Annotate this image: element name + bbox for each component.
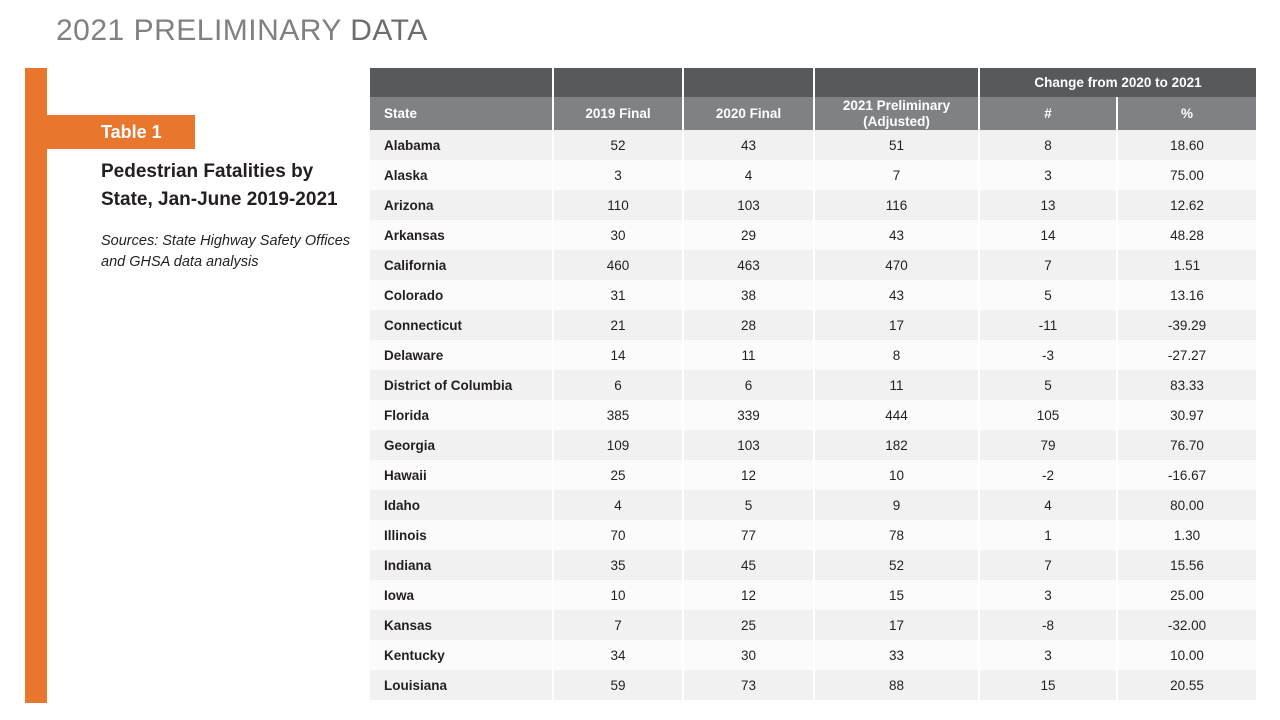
cell-2021-preliminary: 52	[814, 550, 979, 580]
cell-2021-preliminary: 7	[814, 160, 979, 190]
cell-2019-final: 10	[553, 580, 683, 610]
cell-state: Florida	[370, 400, 553, 430]
cell-change-percent: 18.60	[1117, 130, 1256, 160]
cell-2021-preliminary: 33	[814, 640, 979, 670]
table-row	[370, 670, 1256, 700]
cell-state: Kansas	[370, 610, 553, 640]
cell-state: Iowa	[370, 580, 553, 610]
cell-change-number: 1	[979, 520, 1117, 550]
cell-2019-final: 35	[553, 550, 683, 580]
header-state: State	[370, 97, 553, 130]
header-2020-final: 2020 Final	[683, 97, 814, 130]
cell-change-percent: 13.16	[1117, 280, 1256, 310]
cell-2020-final: 25	[683, 610, 814, 640]
pedestrian-fatalities-table	[370, 68, 1256, 700]
cell-change-percent: 80.00	[1117, 490, 1256, 520]
cell-change-percent: -39.29	[1117, 310, 1256, 340]
cell-2019-final: 110	[553, 190, 683, 220]
cell-2021-preliminary: 10	[814, 460, 979, 490]
table-row	[370, 430, 1256, 460]
cell-change-percent: 48.28	[1117, 220, 1256, 250]
cell-change-percent: 1.30	[1117, 520, 1256, 550]
cell-state: Louisiana	[370, 670, 553, 700]
cell-2021-preliminary: 470	[814, 250, 979, 280]
cell-change-number: 5	[979, 280, 1117, 310]
header-spacer-2019	[553, 68, 683, 97]
cell-change-number: 3	[979, 640, 1117, 670]
cell-2020-final: 6	[683, 370, 814, 400]
cell-state: Indiana	[370, 550, 553, 580]
cell-2020-final: 11	[683, 340, 814, 370]
cell-change-number: -8	[979, 610, 1117, 640]
cell-state: Connecticut	[370, 310, 553, 340]
table-row	[370, 190, 1256, 220]
page-title	[56, 14, 428, 48]
cell-state: Alabama	[370, 130, 553, 160]
cell-change-percent: -32.00	[1117, 610, 1256, 640]
table-head	[370, 68, 1256, 130]
cell-2020-final: 339	[683, 400, 814, 430]
table-row	[370, 130, 1256, 160]
cell-2020-final: 103	[683, 190, 814, 220]
cell-state: Illinois	[370, 520, 553, 550]
cell-change-percent: 15.56	[1117, 550, 1256, 580]
cell-2019-final: 7	[553, 610, 683, 640]
cell-change-percent: 10.00	[1117, 640, 1256, 670]
cell-2021-preliminary: 9	[814, 490, 979, 520]
table-header-row-bottom	[370, 97, 1256, 130]
cell-2020-final: 103	[683, 430, 814, 460]
cell-2020-final: 38	[683, 280, 814, 310]
cell-2019-final: 30	[553, 220, 683, 250]
header-2021-preliminary: 2021 Preliminary (Adjusted)	[814, 97, 979, 130]
header-change-number: #	[979, 97, 1117, 130]
table-row	[370, 490, 1256, 520]
header-spacer-2020	[683, 68, 814, 97]
cell-change-number: 14	[979, 220, 1117, 250]
table-row	[370, 520, 1256, 550]
cell-change-percent: -16.67	[1117, 460, 1256, 490]
table-row	[370, 370, 1256, 400]
cell-2019-final: 4	[553, 490, 683, 520]
cell-state: Kentucky	[370, 640, 553, 670]
cell-2019-final: 14	[553, 340, 683, 370]
cell-state: Arkansas	[370, 220, 553, 250]
cell-change-number: 7	[979, 250, 1117, 280]
cell-change-number: 8	[979, 130, 1117, 160]
table-row	[370, 250, 1256, 280]
cell-state: Arizona	[370, 190, 553, 220]
cell-change-percent: 1.51	[1117, 250, 1256, 280]
cell-2021-preliminary: 51	[814, 130, 979, 160]
cell-2019-final: 6	[553, 370, 683, 400]
cell-state: Colorado	[370, 280, 553, 310]
cell-change-number: 13	[979, 190, 1117, 220]
cell-change-number: -2	[979, 460, 1117, 490]
table-row	[370, 220, 1256, 250]
cell-change-number: 105	[979, 400, 1117, 430]
cell-2019-final: 59	[553, 670, 683, 700]
cell-2020-final: 77	[683, 520, 814, 550]
cell-2020-final: 463	[683, 250, 814, 280]
cell-state: California	[370, 250, 553, 280]
cell-2019-final: 70	[553, 520, 683, 550]
cell-2020-final: 73	[683, 670, 814, 700]
cell-2020-final: 4	[683, 160, 814, 190]
cell-2019-final: 385	[553, 400, 683, 430]
header-2019-final: 2019 Final	[553, 97, 683, 130]
cell-change-percent: 25.00	[1117, 580, 1256, 610]
cell-2021-preliminary: 88	[814, 670, 979, 700]
cell-2021-preliminary: 43	[814, 280, 979, 310]
cell-change-percent: 30.97	[1117, 400, 1256, 430]
table-body	[370, 130, 1256, 700]
cell-2021-preliminary: 43	[814, 220, 979, 250]
cell-2019-final: 460	[553, 250, 683, 280]
cell-2021-preliminary: 116	[814, 190, 979, 220]
caption-title: Pedestrian Fatalities by State, Jan-June 2019-2021	[101, 161, 338, 210]
cell-2021-preliminary: 182	[814, 430, 979, 460]
cell-2019-final: 3	[553, 160, 683, 190]
cell-change-percent: 12.62	[1117, 190, 1256, 220]
header-change-percent: %	[1117, 97, 1256, 130]
cell-state: Idaho	[370, 490, 553, 520]
cell-state: Hawaii	[370, 460, 553, 490]
cell-state: District of Columbia	[370, 370, 553, 400]
cell-change-number: 4	[979, 490, 1117, 520]
table-row	[370, 580, 1256, 610]
table-row	[370, 310, 1256, 340]
cell-2021-preliminary: 17	[814, 310, 979, 340]
cell-state: Alaska	[370, 160, 553, 190]
cell-2021-preliminary: 15	[814, 580, 979, 610]
table-row	[370, 160, 1256, 190]
cell-2019-final: 25	[553, 460, 683, 490]
cell-2019-final: 52	[553, 130, 683, 160]
cell-2020-final: 30	[683, 640, 814, 670]
cell-2020-final: 5	[683, 490, 814, 520]
table-row	[370, 400, 1256, 430]
cell-2019-final: 109	[553, 430, 683, 460]
table-header-row-top	[370, 68, 1256, 97]
cell-2019-final: 31	[553, 280, 683, 310]
table-number-badge: Table 1	[41, 115, 195, 149]
cell-change-number: 15	[979, 670, 1117, 700]
data-table-container	[370, 68, 1256, 700]
table-row	[370, 280, 1256, 310]
cell-2019-final: 21	[553, 310, 683, 340]
cell-change-number: -11	[979, 310, 1117, 340]
cell-2020-final: 43	[683, 130, 814, 160]
cell-2020-final: 29	[683, 220, 814, 250]
page-title-rest: DATA	[350, 14, 428, 47]
cell-2020-final: 12	[683, 460, 814, 490]
cell-2020-final: 28	[683, 310, 814, 340]
cell-2021-preliminary: 11	[814, 370, 979, 400]
table-row	[370, 550, 1256, 580]
cell-change-number: -3	[979, 340, 1117, 370]
table-row	[370, 610, 1256, 640]
cell-change-percent: -27.27	[1117, 340, 1256, 370]
table-row	[370, 460, 1256, 490]
cell-change-percent: 76.70	[1117, 430, 1256, 460]
cell-change-percent: 83.33	[1117, 370, 1256, 400]
cell-state: Georgia	[370, 430, 553, 460]
cell-2020-final: 12	[683, 580, 814, 610]
cell-2021-preliminary: 444	[814, 400, 979, 430]
cell-state: Delaware	[370, 340, 553, 370]
header-spacer-2021	[814, 68, 979, 97]
table-row	[370, 340, 1256, 370]
cell-2021-preliminary: 17	[814, 610, 979, 640]
cell-change-percent: 20.55	[1117, 670, 1256, 700]
cell-2021-preliminary: 78	[814, 520, 979, 550]
table-row	[370, 640, 1256, 670]
cell-change-number: 7	[979, 550, 1117, 580]
caption-source: Sources: State Highway Safety Offices and GHSA data analysis	[101, 233, 351, 270]
cell-change-number: 79	[979, 430, 1117, 460]
header-spacer-state	[370, 68, 553, 97]
table-caption	[101, 158, 351, 272]
cell-2020-final: 45	[683, 550, 814, 580]
cell-change-percent: 75.00	[1117, 160, 1256, 190]
header-change-group: Change from 2020 to 2021	[979, 68, 1256, 97]
left-accent-rail	[25, 68, 47, 703]
cell-change-number: 3	[979, 160, 1117, 190]
cell-2021-preliminary: 8	[814, 340, 979, 370]
cell-2019-final: 34	[553, 640, 683, 670]
cell-change-number: 3	[979, 580, 1117, 610]
cell-change-number: 5	[979, 370, 1117, 400]
page-title-light: 2021 PRELIMINARY	[56, 14, 351, 47]
